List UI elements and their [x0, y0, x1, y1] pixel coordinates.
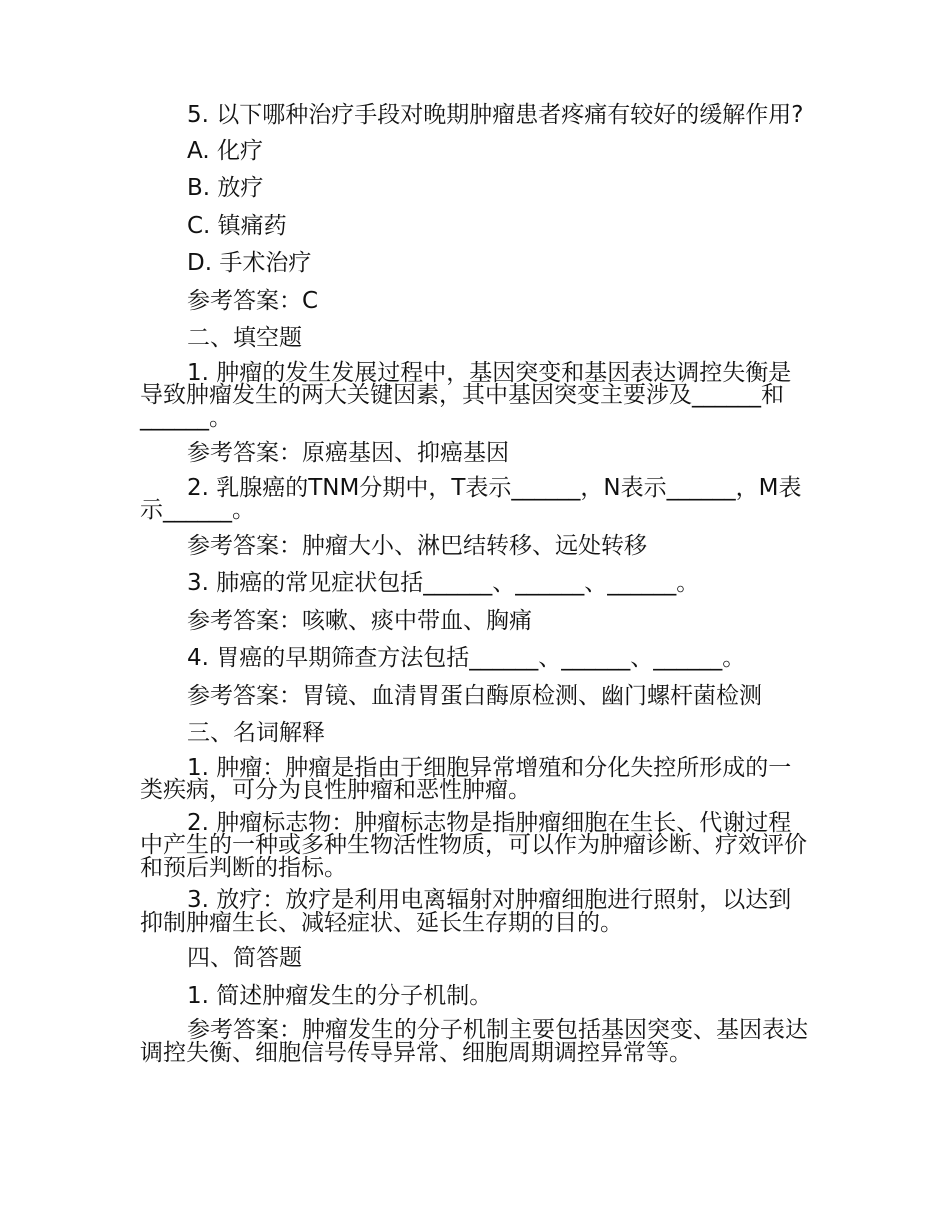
fill-blank-question-3: 3. 肺癌的常见症状包括______、______、______。	[187, 570, 700, 596]
option-b: B. 放疗	[187, 175, 264, 201]
term-definition-radiotherapy: 3. 放疗：放疗是利用电离辐射对肿瘤细胞进行照射，以达到抑制肿瘤生长、减轻症状、延长生存期的目的。	[140, 887, 792, 936]
fill-blank-answer-3: 参考答案：咳嗽、痰中带血、胸痛	[187, 607, 532, 634]
fill-blank-answer-4: 参考答案：胃镜、血清胃蛋白酶原检测、幽门螺杆菌检测	[187, 682, 762, 709]
document-page	[140, 104, 812, 1074]
fill-blank-question-4: 4. 胃癌的早期筛查方法包括______、______、______。	[187, 645, 746, 671]
section-heading-short-answer: 四、简答题	[187, 945, 302, 971]
section-heading-terms: 三、名词解释	[187, 720, 325, 746]
short-answer-answer-1: 参考答案：肿瘤发生的分子机制主要包括基因突变、基因表达调控失衡、细胞信号传导异常、细胞周期调控异常等。	[140, 1017, 808, 1066]
option-d: D. 手术治疗	[187, 250, 312, 276]
term-definition-tumor-marker: 2. 肿瘤标志物：肿瘤标志物是指肿瘤细胞在生长、代谢过程中产生的一种或多种生物活性物质，可以作为肿瘤诊断、疗效评价和预后判断的指标。	[140, 809, 807, 881]
term-definition-tumor: 1. 肿瘤：肿瘤是指由于细胞异常增殖和分化失控所形成的一类疾病，可分为良性肿瘤和恶性肿瘤。	[140, 754, 792, 803]
option-c: C. 镇痛药	[187, 212, 287, 239]
fill-blank-question-1: 1. 肿瘤的发生发展过程中，基因突变和基因表达调控失衡是导致肿瘤发生的两大关键因素，其中基因突变主要涉及______和______。	[140, 359, 792, 431]
question-5-text: 5. 以下哪种治疗手段对晚期肿瘤患者疼痛有较好的缓解作用?	[187, 102, 804, 128]
option-a: A. 化疗	[187, 137, 263, 164]
answer-question-5: 参考答案：C	[187, 287, 319, 314]
fill-blank-answer-2: 参考答案：肿瘤大小、淋巴结转移、远处转移	[187, 532, 647, 559]
fill-blank-question-2: 2. 乳腺癌的TNM分期中，T表示______，N表示______，M表示______。	[140, 474, 802, 523]
short-answer-question-1: 1. 简述肿瘤发生的分子机制。	[187, 982, 493, 1009]
section-heading-fill-blank: 二、填空题	[187, 325, 302, 351]
fill-blank-answer-1: 参考答案：原癌基因、抑癌基因	[187, 440, 509, 466]
